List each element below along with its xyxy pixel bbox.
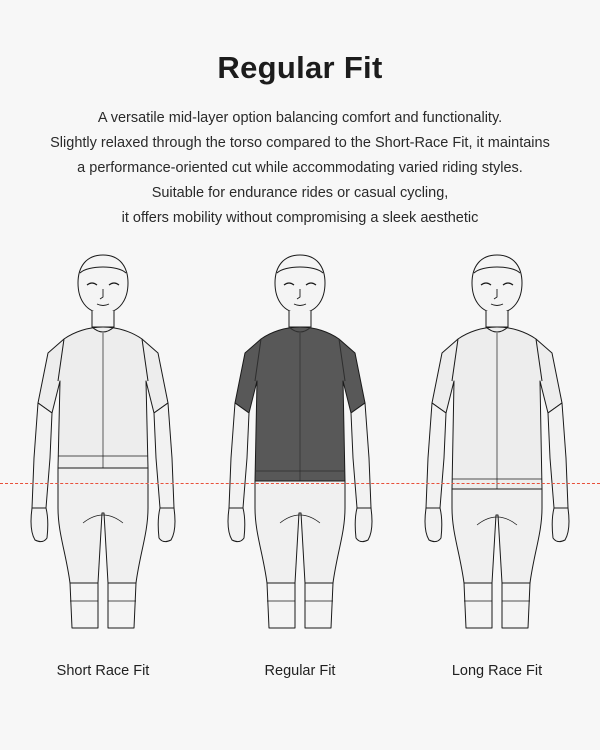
description-line-5: it offers mobility without compromising a sleek aesthetic [121,210,479,226]
description-block [0,86,600,231]
description-line-1: A versatile mid-layer option balancing comfort and functionality. [97,110,503,126]
caption-short-race-fit: Short Race Fit [56,663,150,679]
description-line-4: Suitable for endurance rides or casual cycling, [151,185,449,201]
short-race-fit-illustration [8,253,198,653]
figure-row [0,253,600,653]
page-title: Regular Fit [217,50,383,85]
caption-long-race-fit: Long Race Fit [451,663,543,679]
regular-fit-illustration [205,253,395,653]
description-line-2: Slightly relaxed through the torso compared to the Short-Race Fit, it maintains [50,135,550,151]
caption-regular-fit: Regular Fit [264,663,336,679]
figure-short-race-fit[interactable] [8,253,198,653]
description-line-3: a performance-oriented cut while accommodating varied riding styles. [77,160,523,176]
figure-illustrations [0,253,600,679]
long-race-fit-illustration [402,253,592,653]
figure-captions [0,663,600,679]
figure-regular-fit[interactable] [205,253,395,653]
figure-long-race-fit[interactable] [402,253,592,653]
